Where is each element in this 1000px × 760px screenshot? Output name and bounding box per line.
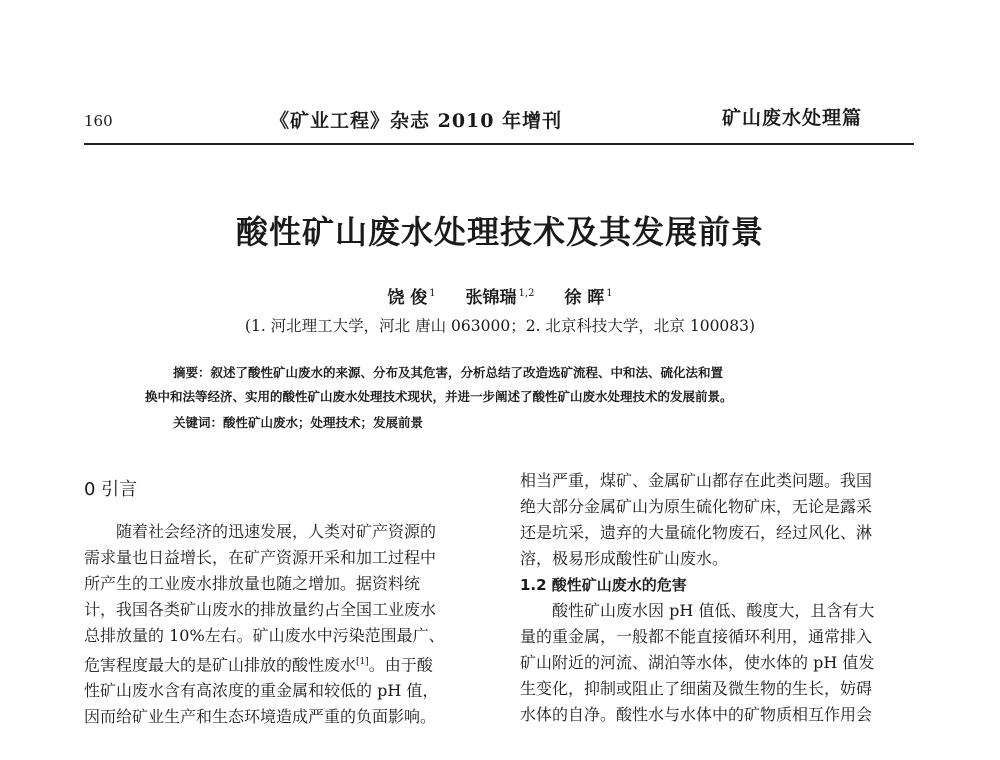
body-line: 因而给矿业生产和生态环境造成严重的负面影响。: [84, 707, 437, 727]
body-line: [84, 649, 496, 678]
abstract: [145, 361, 885, 409]
author-affil-mark: 1,2: [518, 288, 535, 300]
citation-mark: [1]: [356, 657, 369, 667]
left-column: [84, 477, 496, 730]
abstract-line: 换中和法等经济、实用的酸性矿山废水处理技术现状，并进一步阐述了酸性矿山废水处理技术的发展前景。: [145, 389, 733, 404]
body-line: 需求量也日益增长，在矿产资源开采和加工过程中: [84, 548, 437, 567]
paper-title: 酸性矿山废水处理技术及其发展前景: [235, 213, 764, 251]
right-column: [520, 468, 915, 728]
body-line: 生变化，抑制或阻止了细菌及微生物的生长，妨碍: [520, 679, 873, 698]
body-line: 溶，极易形成酸性矿山废水。: [520, 549, 729, 568]
body-line: 酸性矿山废水因 pH 值低、酸度大，且含有大: [552, 601, 875, 620]
author-name: 徐 晖: [564, 288, 605, 308]
body-line: 绝大部分金属矿山为原生硫化物矿床，无论是露采: [520, 497, 873, 516]
subsection-heading: 1.2 酸性矿山废水的危害: [520, 576, 687, 594]
section-header: 矿山废水处理篇: [722, 107, 863, 129]
affiliation: (1. 河北理工大学，河北 唐山 063000；2. 北京科技大学，北京 100083): [244, 317, 756, 335]
body-text: 。由于酸: [368, 655, 433, 675]
abstract-line: 摘要：叙述了酸性矿山废水的来源、分布及其危害，分析总结了改造选矿流程、中和法、硫化法和置: [173, 365, 724, 380]
author: [564, 288, 612, 308]
keywords: 关键词：酸性矿山废水；处理技术；发展前景: [173, 415, 424, 430]
page-number: 160: [84, 112, 113, 130]
header-rule: [84, 143, 914, 145]
journal-header: 《矿业工程》杂志 2010 年增刊: [270, 110, 563, 132]
body-text: 危害程度最大的是矿山排放的酸性废水: [84, 655, 357, 675]
section-heading-intro: 0 引言: [84, 479, 138, 500]
body-line: 量的重金属，一般都不能直接循环利用，通常排入: [520, 627, 873, 646]
author: [387, 288, 435, 308]
body-line: 随着社会经济的迅速发展，人类对矿产资源的: [116, 522, 437, 541]
author-affil-mark: 1: [606, 288, 613, 300]
author-list: [0, 283, 1000, 308]
body-line: 性矿山废水含有高浓度的重金属和较低的 pH 值，: [84, 681, 439, 701]
body-line: 矿山附近的河流、湖泊等水体，使水体的 pH 值发: [520, 653, 875, 672]
author: [466, 288, 535, 308]
body-line: 所产生的工业废水排放量也随之增加。据资料统: [84, 574, 421, 593]
author-name: 饶 俊: [387, 288, 428, 308]
body-line: 相当严重，煤矿、金属矿山都存在此类问题。我国: [520, 471, 873, 490]
body-line: 总排放量的 10%左右。矿山废水中污染范围最广、: [84, 626, 445, 645]
body-line: 计，我国各类矿山废水的排放量约占全国工业废水: [84, 600, 437, 619]
body-line: 水体的自净。酸性水与水体中的矿物质相互作用会: [520, 705, 873, 724]
author-name: 张锦瑞: [465, 288, 517, 308]
body-line: 还是坑采，遗弃的大量硫化物废石，经过风化、淋: [520, 523, 873, 542]
author-affil-mark: 1: [429, 288, 436, 300]
